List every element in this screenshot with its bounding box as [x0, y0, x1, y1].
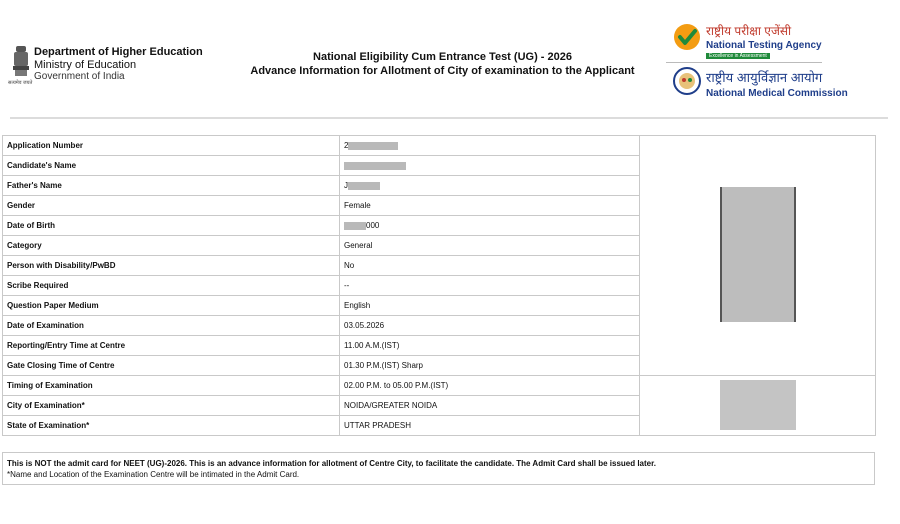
notice-footnote: *Name and Location of the Examination Centre will be intimated in the Admit Card.	[7, 470, 300, 479]
ministry-name: Ministry of Education	[34, 59, 137, 71]
notice-disclaimer: This is NOT the admit card for NEET (UG)-2026. This is an advance information for allotment of Centre City, to facilitate the candidate. The Admit Card shall be issued later.	[7, 459, 657, 468]
field-label: Person with Disability/PwBD	[3, 256, 340, 276]
field-label: Scribe Required	[3, 276, 340, 296]
field-label: State of Examination*	[3, 416, 340, 436]
redaction-block	[344, 162, 406, 170]
field-value: English	[340, 296, 640, 316]
redaction-block	[348, 182, 380, 190]
father-name-value: J	[344, 181, 348, 190]
exam-title: National Eligibility Cum Entrance Test (UG) - 2026	[313, 51, 572, 63]
field-label: Candidate's Name	[3, 156, 340, 176]
field-label: Timing of Examination	[3, 376, 340, 396]
emblem-caption: सत्यमेव जयते	[8, 80, 33, 86]
redaction-block	[348, 142, 398, 150]
photo-cell	[640, 136, 876, 376]
table-row	[3, 376, 876, 396]
field-label: Reporting/Entry Time at Centre	[3, 336, 340, 356]
candidate-info-table	[2, 135, 876, 436]
application-number-value: 2	[344, 141, 349, 150]
field-value: 02.00 P.M. to 05.00 P.M.(IST)	[340, 376, 640, 396]
field-label: Date of Birth	[3, 216, 340, 236]
nmc-english-name: National Medical Commission	[706, 88, 848, 99]
field-value: 01.30 P.M.(IST) Sharp	[340, 356, 640, 376]
field-label: City of Examination*	[3, 396, 340, 416]
department-name: Department of Higher Education	[34, 46, 203, 58]
nmc-logo	[672, 66, 848, 106]
candidate-photo	[720, 187, 796, 322]
field-label: Category	[3, 236, 340, 256]
field-value: 11.00 A.M.(IST)	[340, 336, 640, 356]
field-value: UTTAR PRADESH	[340, 416, 640, 436]
field-value: Female	[340, 196, 640, 216]
notice-box	[2, 452, 875, 485]
field-label: Gate Closing Time of Centre	[3, 356, 340, 376]
table-row	[3, 136, 876, 156]
document-subtitle: Advance Information for Allotment of City of examination to the Applicant	[250, 65, 635, 77]
document-title	[240, 50, 645, 78]
field-value: 03.05.2026	[340, 316, 640, 336]
government-name: Government of India	[34, 71, 125, 82]
field-value	[340, 136, 640, 156]
signature-cell	[640, 376, 876, 436]
field-value	[340, 156, 640, 176]
field-value: General	[340, 236, 640, 256]
candidate-signature	[720, 380, 796, 430]
nta-tagline: Excellence in Assessment	[706, 53, 770, 59]
dob-value: 000	[366, 221, 380, 230]
field-label: Date of Examination	[3, 316, 340, 336]
field-label: Question Paper Medium	[3, 296, 340, 316]
nmc-hindi-name: राष्ट्रीय आयुर्विज्ञान आयोग	[706, 70, 823, 85]
nta-check-icon	[672, 22, 702, 52]
redaction-block	[344, 222, 366, 230]
header-divider	[10, 117, 888, 119]
nta-logo	[672, 22, 842, 62]
field-value: No	[340, 256, 640, 276]
field-value	[340, 176, 640, 196]
logo-divider	[666, 62, 822, 63]
nta-hindi-name: राष्ट्रीय परीक्षा एजेंसी	[706, 24, 792, 38]
field-label: Application Number	[3, 136, 340, 156]
department-block	[34, 46, 203, 83]
field-label: Father's Name	[3, 176, 340, 196]
nta-english-name: National Testing Agency	[706, 40, 822, 51]
field-value: NOIDA/GREATER NOIDA	[340, 396, 640, 416]
nmc-seal-icon	[672, 66, 702, 96]
field-label: Gender	[3, 196, 340, 216]
national-emblem-icon	[10, 44, 32, 84]
field-value	[340, 216, 640, 236]
field-value: --	[340, 276, 640, 296]
page-header	[0, 0, 900, 118]
